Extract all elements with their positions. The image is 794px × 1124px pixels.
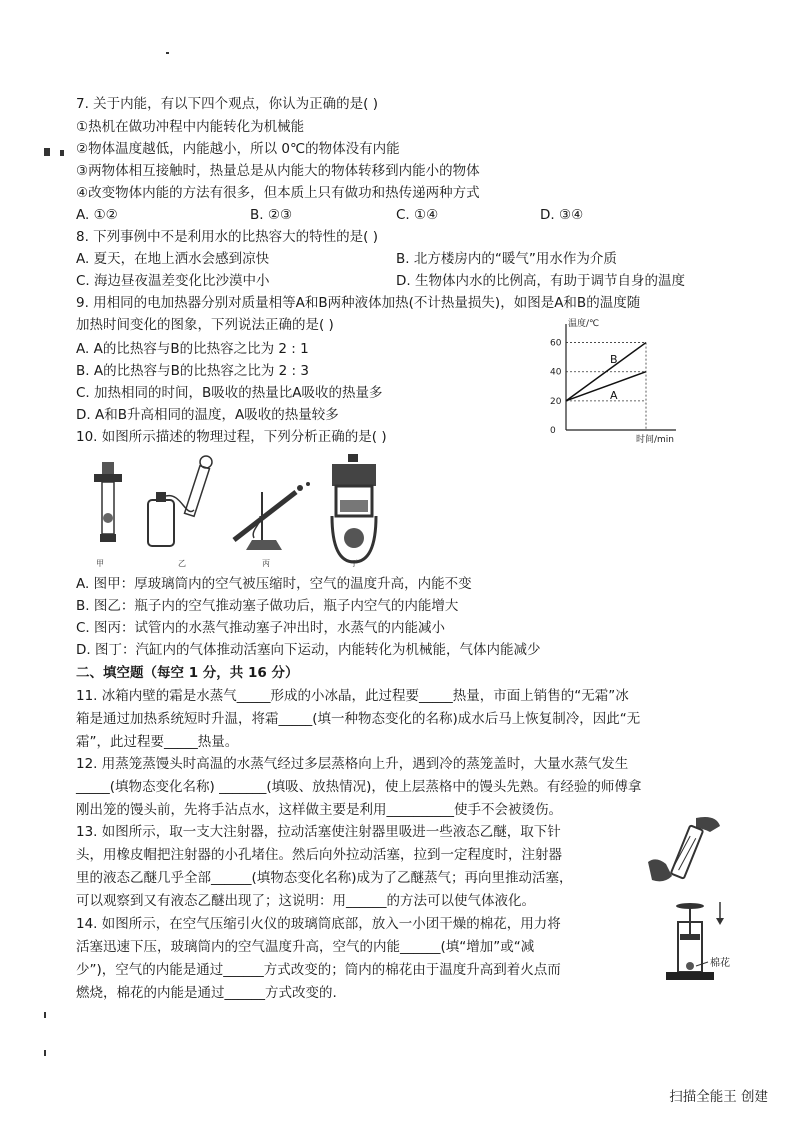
figure-label-jia: 甲 (96, 559, 104, 568)
q10-figures (86, 452, 416, 570)
y-tick-label: 40 (550, 367, 562, 378)
x-axis-label: 时间/min (636, 435, 675, 445)
q8-option-c: C. 海边昼夜温差变化比沙漠中小 (76, 273, 270, 289)
scan-speck (44, 1012, 46, 1018)
q8-option-b: B. 北方楼房内的“暖气”用水作为介质 (396, 251, 617, 267)
q7-statement: ①热机在做功冲程中内能转化为机械能 (76, 119, 305, 135)
q12-line: _____(填物态变化名称) _______(填吸、放热情况)，使上层蒸格中的馒头先熟。有经验的师傅拿 (76, 779, 642, 795)
q13-line: 头，用橡皮帽把注射器的小孔堵住。然后向外拉动活塞，拉到一定程度时，注射器 (76, 847, 562, 863)
q7-statement: ④改变物体内能的方法有很多，但本质上只有做功和热传递两种方式 (76, 185, 480, 201)
q9-option-a: A. A的比热容与B的比热容之比为 2 : 1 (76, 341, 309, 357)
q7-option-d: D. ③④ (540, 207, 584, 223)
q12-line: 刚出笼的馒头前，先将手沾点水，这样做主要是利用__________使手不会被烫伤。 (76, 802, 562, 818)
q14-line: 少”)，空气的内能是通过______方式改变的；筒内的棉花由于温度升高到着火点而 (76, 962, 561, 978)
figure-yi-bottle-pump (148, 456, 212, 546)
scanner-watermark: 扫描全能王 创建 (669, 1089, 768, 1105)
q7-statement: ③两物体相互接触时，热量总是从内能大的物体转移到内能小的物体 (76, 163, 480, 179)
q10-option-c: C. 图丙：试管内的水蒸气推动塞子冲出时，水蒸气的内能减小 (76, 620, 446, 636)
q9-stem-line1: 9. 用相同的电加热器分别对质量相等A和B两种液体加热(不计热量损失)，如图是A和B的温度随 (76, 295, 641, 311)
q7-option-b: B. ②③ (250, 207, 293, 223)
q12-line: 12. 用蒸笼蒸馒头时高温的水蒸气经过多层蒸格向上升，遇到冷的蒸笼盖时，大量水蒸气发生 (76, 756, 629, 772)
q14-line: 14. 如图所示，在空气压缩引火仪的玻璃筒底部，放入一小团干燥的棉花，用力将 (76, 916, 561, 932)
y-tick-label: 60 (550, 338, 562, 349)
q8-stem: 8. 下列事例中不是利用水的比热容大的特性的是( ) (76, 229, 378, 245)
temperature-time-chart (536, 318, 716, 446)
y-tick-label: 20 (550, 396, 562, 407)
syringe-figure (646, 812, 726, 892)
q8-option-a: A. 夏天，在地上洒水会感到凉快 (76, 251, 270, 267)
q13-line: 可以观察到又有液态乙醚出现了；这说明：用______的方法可以使气体液化。 (76, 893, 535, 909)
figure-ding-engine-cylinder (332, 454, 376, 562)
q14-line: 燃烧，棉花的内能是通过______方式改变的. (76, 985, 337, 1001)
scan-speck (44, 1050, 46, 1056)
y-axis-label: 温度/℃ (568, 319, 600, 329)
figure-jia-compression-tube (94, 462, 122, 542)
q8-option-d: D. 生物体内水的比例高，有助于调节自身的温度 (396, 273, 685, 289)
q10-option-b: B. 图乙：瓶子内的空气推动塞子做功后，瓶子内空气的内能增大 (76, 598, 459, 614)
figure-label-ding: 丁 (350, 559, 358, 568)
section-title-fill-in: 二、填空题（每空 1 分，共 16 分） (76, 665, 299, 681)
q13-line: 里的液态乙醚几乎全部______(填物态变化名称)成为了乙醚蒸气；再向里推动活塞， (76, 870, 573, 886)
series-label-A: A (610, 388, 618, 402)
q7-option-a: A. ①② (76, 207, 118, 223)
q11-line: 霜”，此过程要_____热量。 (76, 734, 239, 750)
q11-line: 11. 冰箱内壁的霜是水蒸气_____形成的小冰晶，此过程要_____热量，市面上销售的“无霜”冰 (76, 688, 629, 704)
scan-speck (60, 150, 64, 156)
q7-statement: ②物体温度越低，内能越小，所以 0℃的物体没有内能 (76, 141, 400, 157)
cotton-label: 棉花 (710, 958, 730, 969)
q9-option-c: C. 加热相同的时间，B吸收的热量比A吸收的热量多 (76, 385, 383, 401)
q10-option-d: D. 图丁：汽缸内的气体推动活塞向下运动，内能转化为机械能，气体内能减少 (76, 642, 541, 658)
q7-stem: 7. 关于内能，有以下四个观点，你认为正确的是( ) (76, 96, 378, 112)
q13-line: 13. 如图所示，取一支大注射器，拉动活塞使注射器里吸进一些液态乙醚，取下针 (76, 824, 561, 840)
figure-label-bing: 丙 (262, 559, 270, 568)
q7-option-c: C. ①④ (396, 207, 439, 223)
series-line-A (566, 372, 646, 401)
q10-option-a: A. 图甲：厚玻璃筒内的空气被压缩时，空气的温度升高，内能不变 (76, 576, 472, 592)
q14-line: 活塞迅速下压，玻璃筒内的空气温度升高，空气的内能______(填“增加”或“减 (76, 939, 535, 955)
figure-bing-test-tube (234, 482, 310, 550)
series-label-B: B (610, 352, 618, 366)
q11-line: 箱是通过加热系统短时升温，将霜_____(填一种物态变化的名称)成水后马上恢复制冷，因此“无 (76, 711, 641, 727)
q9-option-d: D. A和B升高相同的温度，A吸收的热量较多 (76, 407, 339, 423)
scan-speck (44, 148, 50, 156)
figure-label-yi: 乙 (178, 559, 186, 568)
q9-option-b: B. A的比热容与B的比热容之比为 2 : 3 (76, 363, 309, 379)
air-compression-igniter-figure (660, 898, 750, 984)
q10-stem: 10. 如图所示描述的物理过程，下列分析正确的是( ) (76, 429, 387, 445)
scan-speck (166, 52, 169, 54)
q9-stem-line2: 加热时间变化的图象，下列说法正确的是( ) (76, 317, 334, 333)
y-tick-label: 0 (550, 426, 556, 436)
